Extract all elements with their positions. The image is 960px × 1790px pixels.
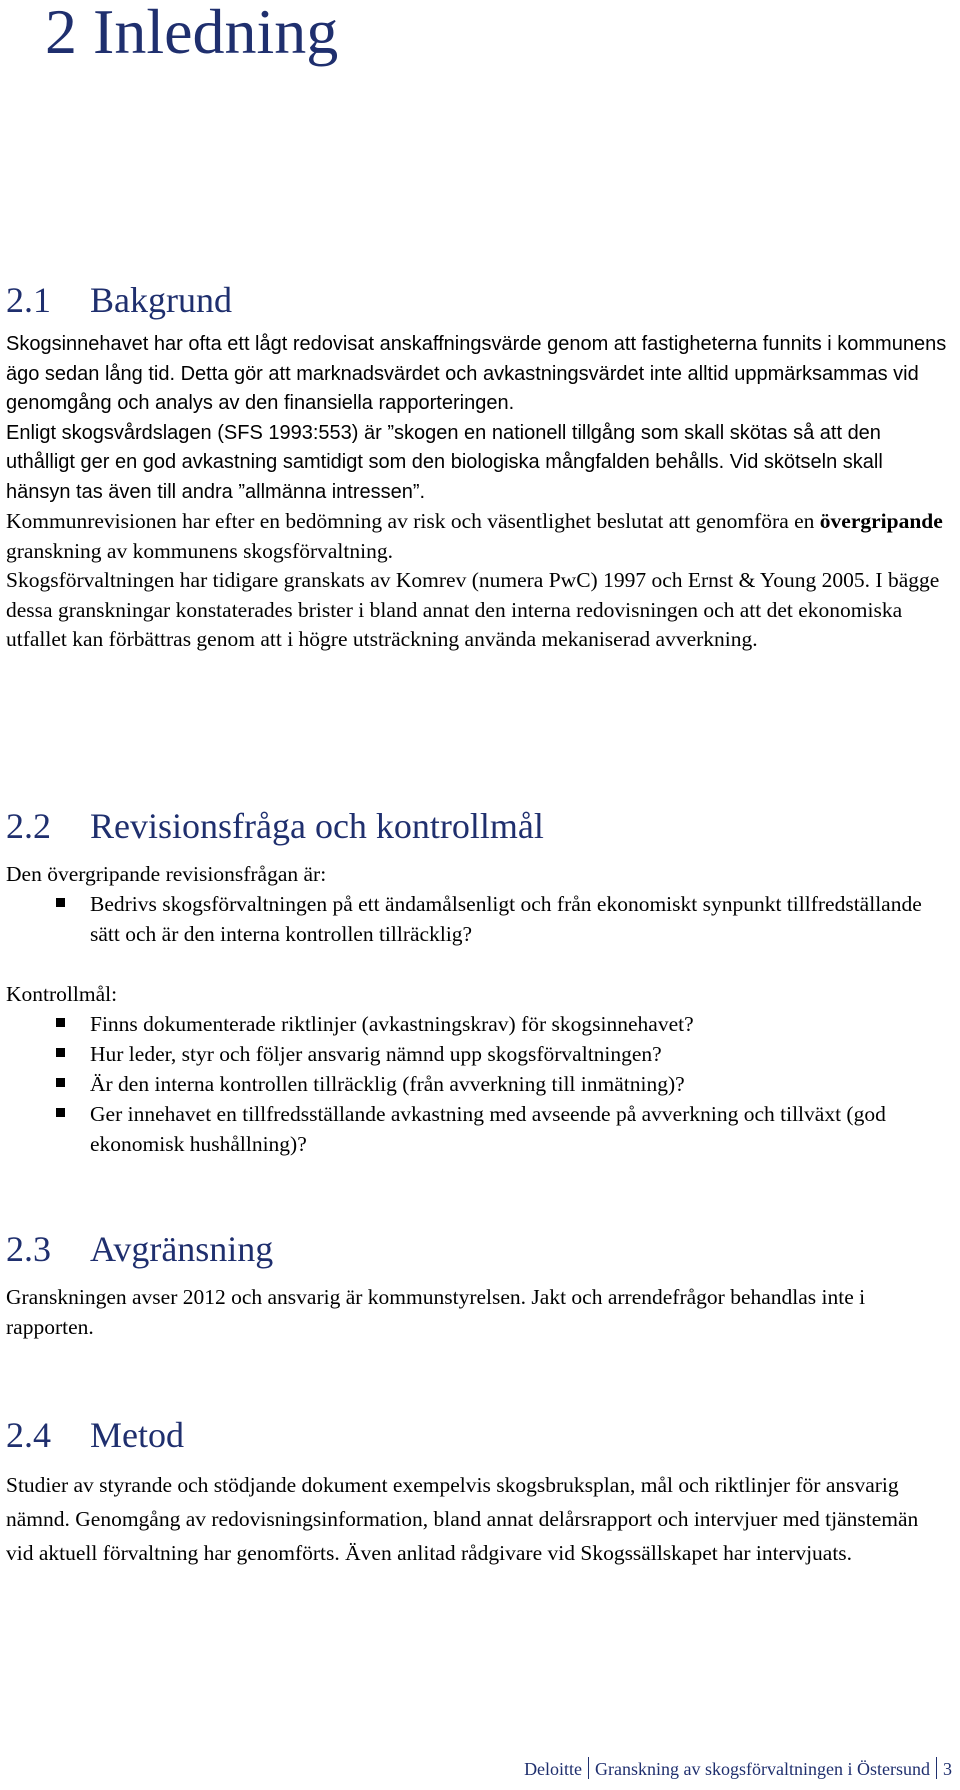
section-body-metod — [6, 1468, 951, 1570]
emphasis: övergripande — [819, 509, 943, 533]
list-item-text: Finns dokumenterade riktlinjer (avkastningskrav) för skogsinnehavet? — [90, 1012, 694, 1036]
paragraph: Enligt skogsvårdslagen (SFS 1993:553) är ”skogen en nationell tillgång som skall skötas så att den uthålligt ger en god avkastning samtidigt som den biologiska mångfalden behålls. Vid skötseln skall hänsyn tas även till andra ”allmänna intressen”. — [6, 421, 883, 503]
section-number: 2.2 — [6, 806, 51, 846]
paragraph: Kommunrevisionen har efter en bedömning av risk och väsentlighet beslutat att genomföra en övergripande granskning av kommunens skogsförvaltning. — [6, 509, 943, 563]
paragraph: Skogsinnehavet har ofta ett lågt redovisat anskaffningsvärde genom att fastigheterna funnits i kommunens ägo sedan lång tid. Detta gör att marknadsvärdet och avkastningsvärdet inte alltid uppmärksammas vid genomgång och analys av den finansiella rapporteringen. — [6, 333, 947, 414]
footer-document-title: Granskning av skogsförvaltningen i Östersund — [595, 1759, 930, 1779]
list-item — [6, 1009, 950, 1039]
section-heading-revisionsfraga — [6, 804, 544, 848]
paragraph: Studier av styrande och stödjande dokument exempelvis skogsbruksplan, mål och riktlinjer för ansvarig nämnd. Genomgång av redovisningsinformation, bland annat delårsrapport och intervjuer med tjänstemän vid aktuell förvaltning har genomförts. Även anlitad rådgivare vid Skogssällskapet har intervjuats. — [6, 1473, 919, 1565]
section-heading-metod — [6, 1413, 184, 1457]
section-body-revisionsfraga — [6, 859, 951, 1159]
section-heading-avgransning — [6, 1227, 273, 1271]
page-number: 3 — [943, 1759, 952, 1779]
list-item — [6, 1039, 950, 1069]
bullet-square-icon — [56, 1108, 65, 1117]
section-number: 2.3 — [6, 1229, 51, 1269]
list-item — [6, 1069, 950, 1099]
section-title: Revisionsfråga och kontrollmål — [90, 806, 544, 846]
bullet-square-icon — [56, 898, 65, 907]
section-number: 2.1 — [6, 280, 51, 320]
list-item-text: Hur leder, styr och följer ansvarig nämnd upp skogsförvaltningen? — [90, 1042, 662, 1066]
section-heading-bakgrund — [6, 278, 232, 322]
section-number: 2.4 — [6, 1415, 51, 1455]
list-item-text: Ger innehavet en tillfredsställande avkastning med avseende på avverkning och tillväxt (god ekonomisk hushållning)? — [90, 1102, 886, 1156]
section-body-avgransning — [6, 1282, 951, 1342]
section-body-bakgrund — [6, 330, 951, 655]
page-footer — [524, 1756, 952, 1782]
section-title: Bakgrund — [90, 280, 232, 320]
control-list — [6, 1009, 951, 1159]
footer-divider — [936, 1757, 937, 1779]
list-item-text: Är den interna kontrollen tillräcklig (från avverkning till inmätning)? — [90, 1072, 685, 1096]
footer-divider — [588, 1757, 589, 1779]
section-title: Avgränsning — [90, 1229, 274, 1269]
bullet-square-icon — [56, 1078, 65, 1087]
question-intro: Den övergripande revisionsfrågan är: — [6, 862, 327, 886]
chapter-title: 2 Inledning — [45, 0, 339, 67]
main-question-list — [6, 889, 951, 949]
paragraph: Granskningen avser 2012 och ansvarig är kommunstyrelsen. Jakt och arrendefrågor behandlas inte i rapporten. — [6, 1285, 866, 1339]
control-label: Kontrollmål: — [6, 982, 118, 1006]
paragraph: Skogsförvaltningen har tidigare granskats av Komrev (numera PwC) 1997 och Ernst & Young 2005. I bägge dessa granskningar konstaterades brister i bland annat den interna redovisningen och att det ekonomiska utfallet kan förbättras genom att i högre utsträckning använda mekaniserad avverkning. — [6, 568, 940, 651]
section-title: Metod — [90, 1415, 184, 1455]
bullet-square-icon — [56, 1048, 65, 1057]
footer-company: Deloitte — [524, 1759, 583, 1779]
bullet-square-icon — [56, 1018, 65, 1027]
list-item-text: Bedrivs skogsförvaltningen på ett ändamålsenligt och från ekonomiskt synpunkt tillfredställande sätt och är den interna kontrollen tillräcklig? — [90, 892, 922, 946]
list-item — [6, 889, 950, 949]
list-item — [6, 1099, 950, 1159]
